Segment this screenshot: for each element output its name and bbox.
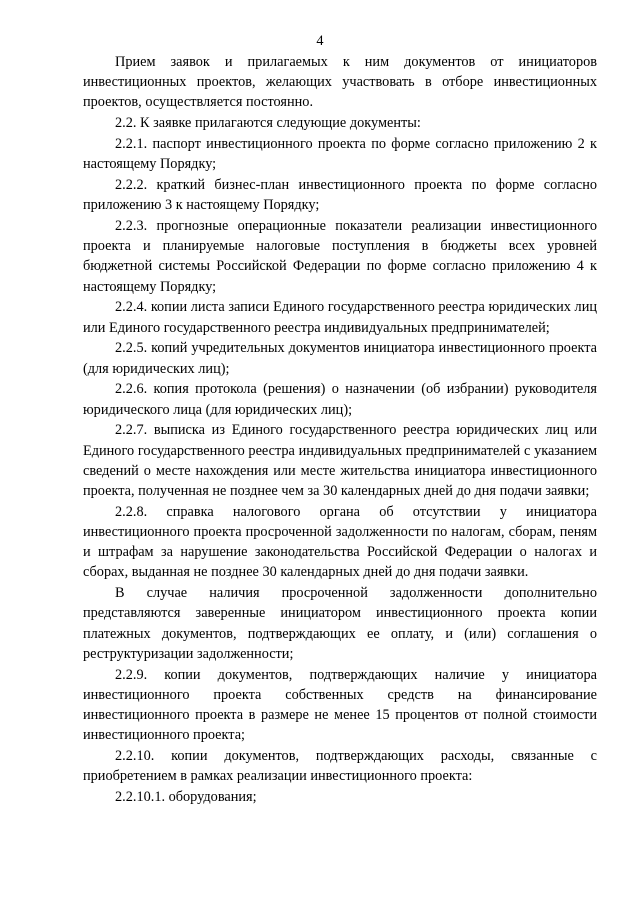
paragraph-2-2-3: 2.2.3. прогнозные операционные показатели реализации инвестиционного проекта и планируемые налоговые поступления в бюджеты всех уровней бюджетной системы Российской Федерации по форме согласно приложению 4 к настоящему Порядку; (83, 218, 597, 295)
paragraph-2-2-10-1: 2.2.10.1. оборудования; (115, 789, 257, 806)
paragraph-overdue-debt: В случае наличия просроченной задолженности дополнительно представляются заверенные инициатором инвестиционного проекта копии платежных документов, подтверждающих ее оплату, и (или) соглашения о реструктуризации задолженности; (83, 585, 597, 662)
body-text (83, 52, 597, 808)
paragraph-2-2-9: 2.2.9. копии документов, подтверждающих наличие у инициатора инвестиционного проекта собственных средств на финансирование инвестиционного проекта в размере не менее 15 процентов от полной стоимости инвестиционного проекта; (83, 666, 597, 744)
paragraph-2-2-10: 2.2.10. копии документов, подтверждающих расходы, связанные с приобретением в рамках реализации инвестиционного проекта: (83, 748, 597, 785)
paragraph-2-2-1: 2.2.1. паспорт инвестиционного проекта по форме согласно приложению 2 к настоящему Порядку; (83, 136, 597, 173)
paragraph-2-2: 2.2. К заявке прилагаются следующие документы: (115, 115, 421, 132)
page-number: 4 (316, 33, 324, 49)
paragraph-2-2-5: 2.2.5. копий учредительных документов инициатора инвестиционного проекта (для юридических лиц); (83, 340, 597, 377)
paragraph-2-2-2: 2.2.2. краткий бизнес-план инвестиционного проекта по форме согласно приложению 3 к настоящему Порядку; (83, 177, 597, 214)
paragraph-2-2-7: 2.2.7. выписка из Единого государственного реестра юридических лиц или Единого государственного реестра индивидуальных предпринимателей с указанием сведений о месте нахождения или месте жительства инициатора инвестиционного проекта, полученная не позднее чем за 30 календарных дней до дня подачи заявки; (83, 422, 597, 500)
paragraph-2-2-6: 2.2.6. копия протокола (решения) о назначении (об избрании) руководителя юридического лица (для юридических лиц); (83, 381, 597, 418)
paragraph-2-2-8: 2.2.8. справка налогового органа об отсутствии у инициатора инвестиционного проекта просроченной задолженности по налогам, сборам, пеням и штрафам за нарушение законодательства Российской Федерации о налогах и сборах, выданная не позднее 30 календарных дней до дня подачи заявки. (83, 503, 597, 581)
paragraph-2-2-4: 2.2.4. копии листа записи Единого государственного реестра юридических лиц или Единого государственного реестра индивидуальных предпринимателей; (83, 299, 597, 336)
paragraph-applications-intake: Прием заявок и прилагаемых к ним документов от инициаторов инвестиционных проектов, желающих участвовать в отборе инвестиционных проектов, осуществляется постоянно. (83, 54, 597, 111)
